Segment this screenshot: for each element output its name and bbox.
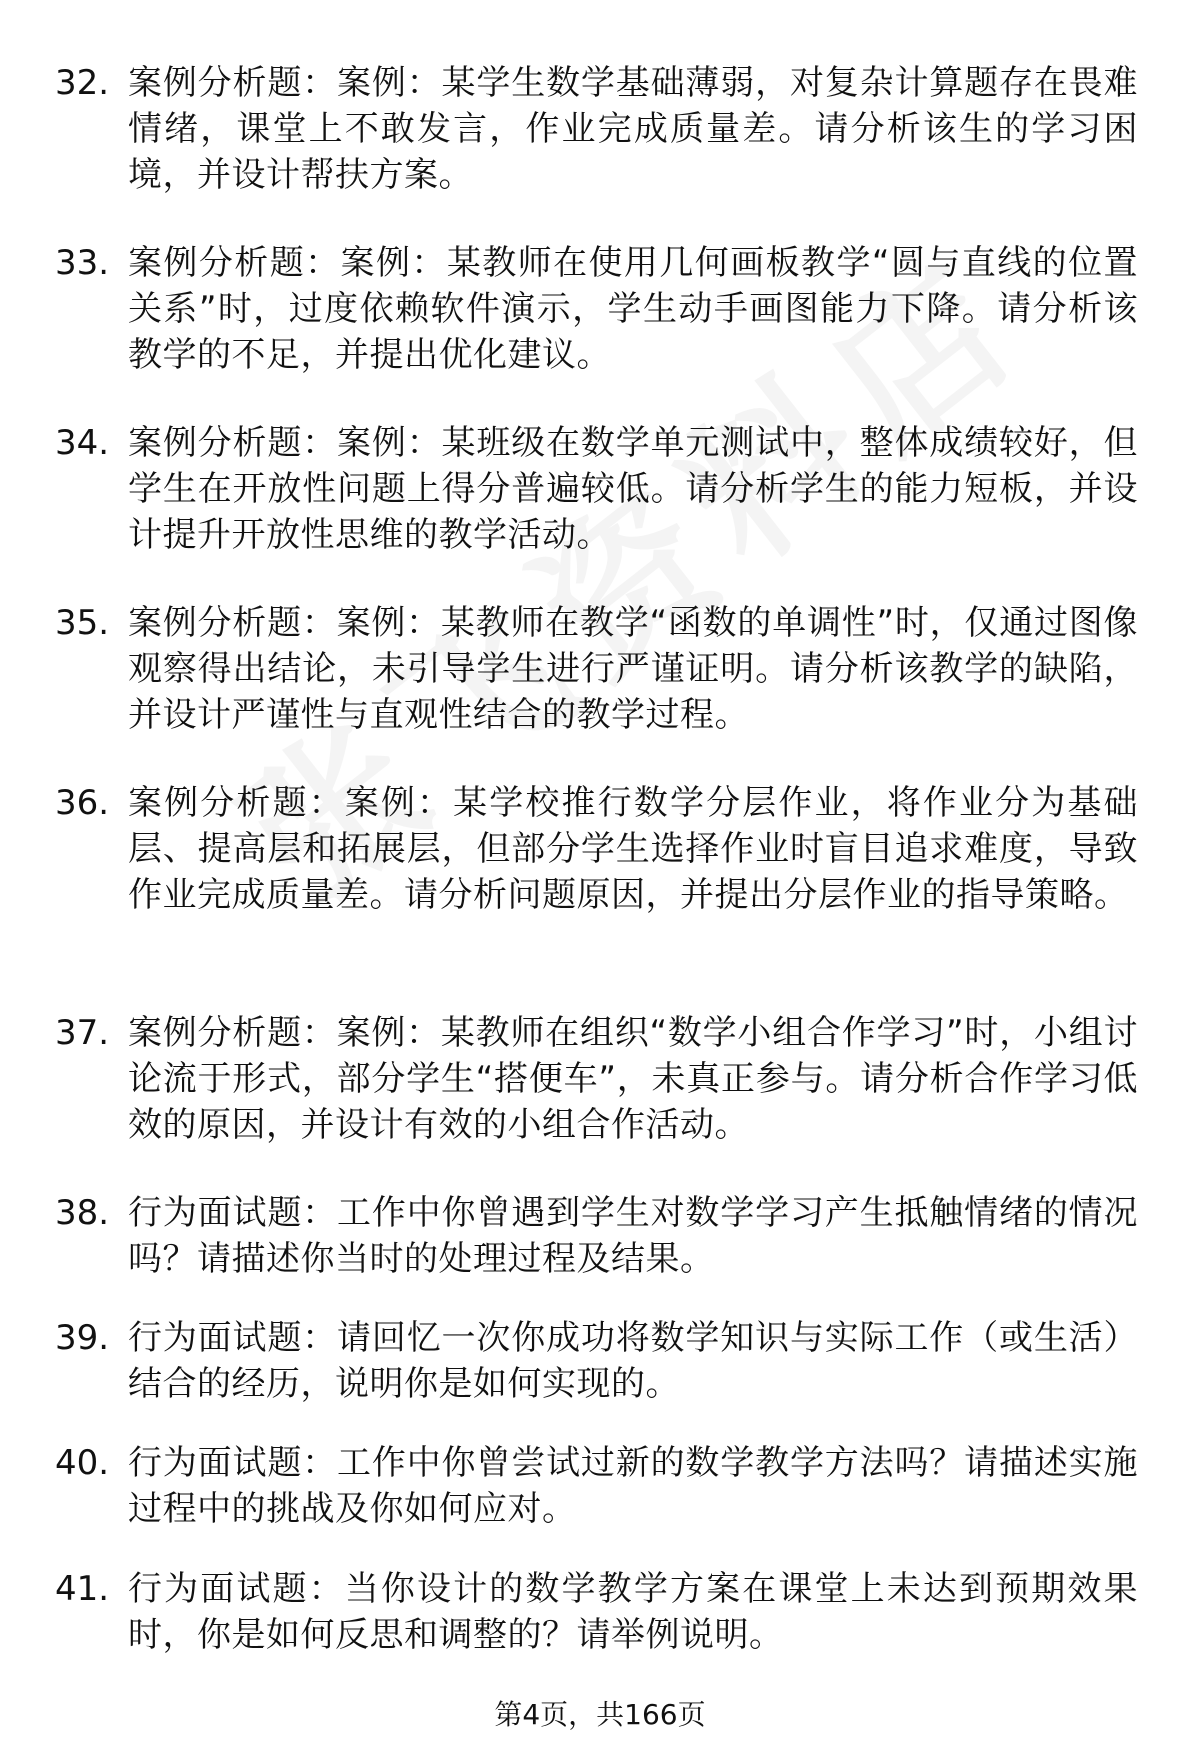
question-number: 34. <box>55 423 110 463</box>
question-number: 35. <box>55 603 110 643</box>
question-text: 案例分析题：案例：某学生数学基础薄弱，对复杂计算题存在畏难情绪，课堂上不敢发言，作业完成质量差。请分析该生的学习困境，并设计帮扶方案。 <box>128 63 1138 195</box>
page-footer <box>0 1697 1200 1733</box>
question-number: 38. <box>55 1193 110 1233</box>
question-number: 33. <box>55 243 110 283</box>
question-text: 行为面试题：工作中你曾遇到学生对数学学习产生抵触情绪的情况吗？请描述你当时的处理过程及结果。 <box>128 1193 1138 1279</box>
question-number: 37. <box>55 1013 110 1053</box>
question-text: 行为面试题：当你设计的数学教学方案在课堂上未达到预期效果时，你是如何反思和调整的？请举例说明。 <box>128 1569 1138 1655</box>
question-text: 案例分析题：案例：某教师在使用几何画板教学“圆与直线的位置关系”时，过度依赖软件演示，学生动手画图能力下降。请分析该教学的不足，并提出优化建议。 <box>128 243 1138 375</box>
question-text: 案例分析题：案例：某教师在组织“数学小组合作学习”时，小组讨论流于形式，部分学生“搭便车”，未真正参与。请分析合作学习低效的原因，并设计有效的小组合作活动。 <box>128 1013 1138 1145</box>
question-text: 行为面试题：请回忆一次你成功将数学知识与实际工作（或生活）结合的经历，说明你是如何实现的。 <box>128 1318 1138 1404</box>
question-number: 36. <box>55 783 110 823</box>
question-text: 行为面试题：工作中你曾尝试过新的数学教学方法吗？请描述实施过程中的挑战及你如何应对。 <box>128 1443 1138 1529</box>
page-number-label: 第4页，共166页 <box>494 1698 706 1731</box>
question-number: 39. <box>55 1318 110 1358</box>
question-number: 32. <box>55 63 110 103</box>
question-text: 案例分析题：案例：某班级在数学单元测试中，整体成绩较好，但学生在开放性问题上得分普遍较低。请分析学生的能力短板，并设计提升开放性思维的教学活动。 <box>128 423 1138 555</box>
question-number: 40. <box>55 1443 110 1483</box>
question-text: 案例分析题：案例：某教师在教学“函数的单调性”时，仅通过图像观察得出结论，未引导学生进行严谨证明。请分析该教学的缺陷，并设计严谨性与直观性结合的教学过程。 <box>128 603 1138 735</box>
question-text: 案例分析题：案例：某学校推行数学分层作业，将作业分为基础层、提高层和拓展层，但部分学生选择作业时盲目追求难度，导致作业完成质量差。请分析问题原因，并提出分层作业的指导策略。 <box>128 783 1138 915</box>
question-number: 41. <box>55 1569 110 1609</box>
